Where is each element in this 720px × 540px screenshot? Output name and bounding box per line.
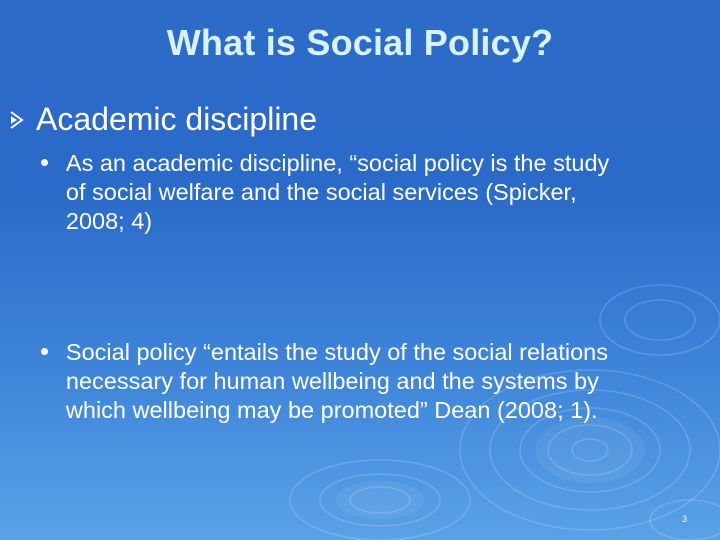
bullet-text: As an academic discipline, “social policy is the study of social welfare and the social services (Spicker, 2008; 4): [65, 150, 610, 234]
bullet-item: [40, 149, 720, 236]
slide-title: What is Social Policy?: [166, 22, 554, 63]
heading-bullet-item: [8, 101, 317, 138]
heading-text: Academic discipline: [36, 101, 318, 137]
arrow-bullet-icon: [8, 109, 26, 131]
dot-bullet-icon: [40, 348, 50, 355]
dot-bullet-icon: [40, 159, 50, 166]
bullet-item: [40, 338, 720, 425]
bullet-text: Social policy “entails the study of the social relations necessary for human wellbeing and the systems by which wellbeing may be promoted” Dean (2008; 1).: [65, 339, 608, 423]
page-number: 3: [682, 514, 688, 524]
